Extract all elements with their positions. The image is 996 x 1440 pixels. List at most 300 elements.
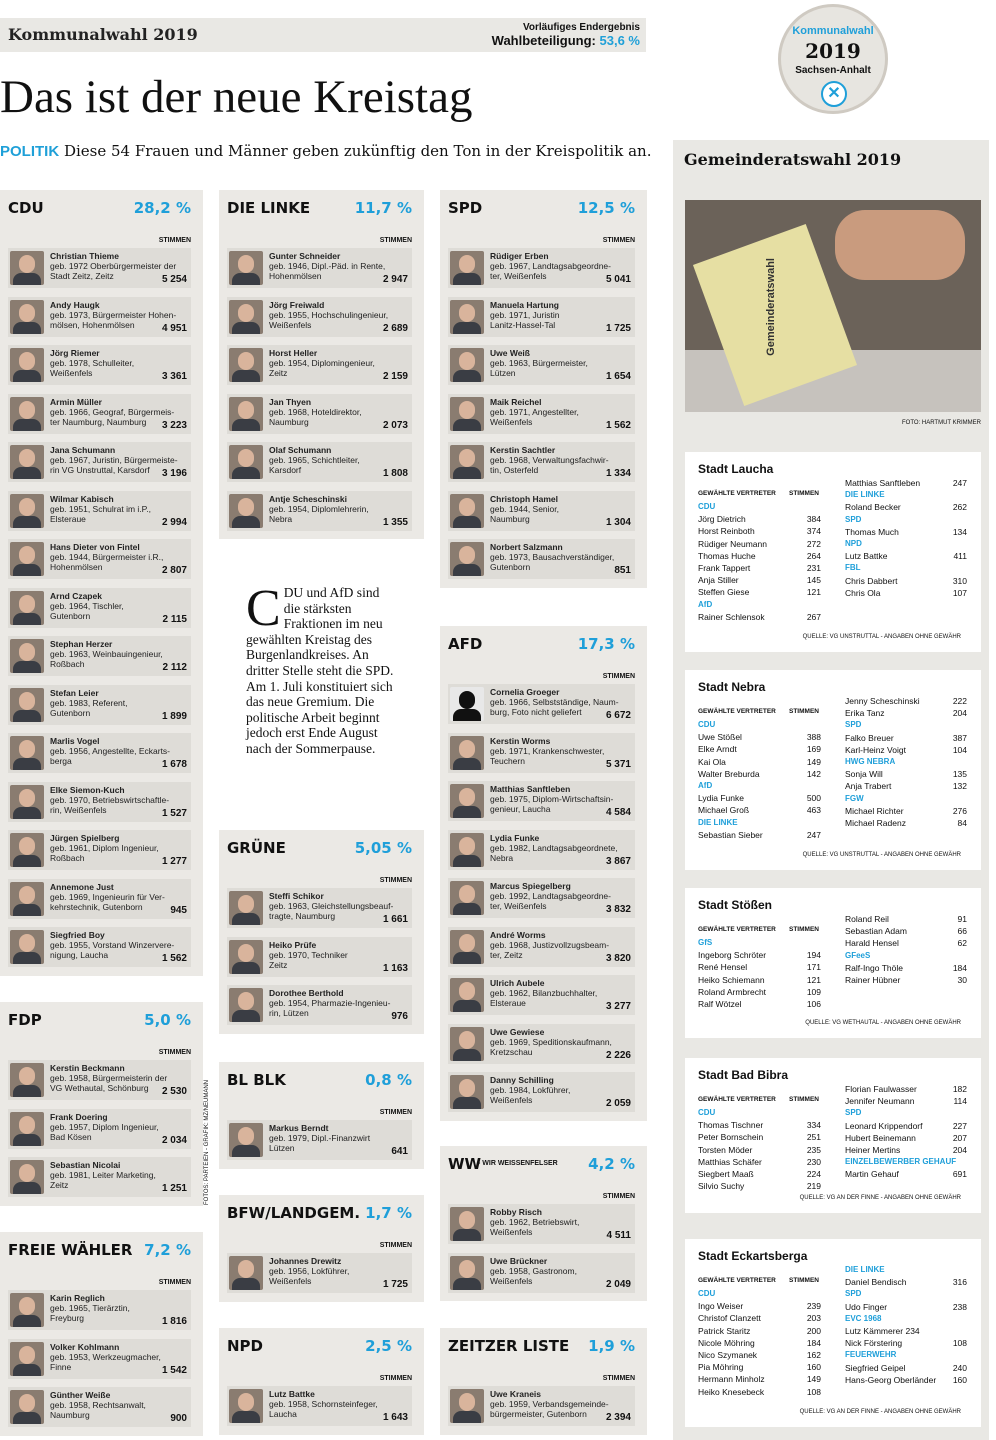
- candidate-row: [448, 539, 635, 579]
- candidate-detail2: ter Naumburg, Naumburg: [50, 416, 147, 427]
- candidate-detail2: berga: [50, 756, 72, 766]
- candidate-photo: [229, 1123, 263, 1157]
- candidate-votes: 2 059: [605, 1098, 631, 1109]
- candidate-row: [8, 588, 191, 628]
- candidate-name: Karin Reglich: [50, 1293, 105, 1303]
- stimmen-label: STIMMEN: [158, 1049, 191, 1056]
- candidate-detail2: VG Wethautal, Schönburg: [50, 1083, 149, 1093]
- candidate-votes: 2 034: [161, 1134, 187, 1146]
- candidate-detail2: Gutenborn: [50, 707, 91, 718]
- candidate-detail1: geb. 1963, Weinbauingenieur,: [50, 649, 163, 659]
- representative-name: Patrick Staritz: [698, 1325, 751, 1336]
- representative-votes: 194: [806, 950, 821, 961]
- candidate-photo: [450, 1389, 484, 1423]
- representative-votes: 316: [952, 1277, 967, 1288]
- representative-name: René Hensel: [698, 962, 748, 973]
- candidate-detail1: geb. 1954, Diplomlehrerin,: [269, 503, 369, 514]
- candidate-row: [227, 345, 412, 385]
- candidate-photo: [229, 348, 263, 382]
- town-source: QUELLE: VG AN DER FINNE - ANGABEN OHNE GEWÄHR: [799, 1409, 961, 1415]
- candidate-votes: 641: [391, 1146, 408, 1157]
- representative-votes: 500: [806, 793, 821, 804]
- col-header-votes: STIMMEN: [789, 1277, 819, 1284]
- candidate-photo: [450, 542, 484, 576]
- candidate-detail1: geb. 1967, Juristin, Bürgermeiste-: [50, 455, 178, 465]
- candidate-detail1: geb. 1981, Leiter Marketing,: [50, 1170, 156, 1180]
- representative-name: Udo Finger: [845, 1301, 888, 1312]
- candidate-votes: 2 073: [382, 419, 408, 431]
- representative-votes: 272: [806, 538, 821, 549]
- candidate-name: Christoph Hamel: [490, 493, 559, 504]
- candidate-photo: [450, 1027, 484, 1061]
- party-name: WW: [448, 1155, 482, 1173]
- candidate-votes: 4 511: [606, 1230, 631, 1241]
- candidate-detail1: geb. 1973, Bausachverständiger,: [490, 552, 615, 562]
- representative-votes: 207: [952, 1132, 967, 1143]
- candidate-photo: [450, 397, 484, 431]
- representative-votes: 145: [806, 575, 821, 586]
- col-header-names: GEWÄHLTE VERTRETER: [698, 1277, 776, 1284]
- representative-votes: 106: [806, 999, 821, 1009]
- candidate-photo: [450, 300, 484, 334]
- story-text: [246, 580, 396, 757]
- candidate-detail2: Weißenfels: [269, 319, 312, 330]
- party-box-11: [440, 1328, 647, 1435]
- candidate-votes: 900: [170, 1413, 187, 1424]
- list-label: EVC 1968: [845, 1313, 882, 1323]
- candidate-detail1: geb. 1984, Lokführer,: [490, 1085, 571, 1095]
- representative-votes: 247: [952, 478, 967, 488]
- candidate-name: Antje Scheschinski: [269, 493, 347, 504]
- candidate-votes: 1 163: [382, 962, 408, 974]
- candidate-votes: 1 562: [161, 953, 187, 964]
- list-label: GfS: [698, 938, 713, 947]
- party-box-6: [219, 1195, 424, 1302]
- candidate-name: Uwe Gewiese: [490, 1026, 545, 1037]
- representative-name: Steffen Giese: [698, 587, 750, 598]
- candidate-row: [448, 442, 635, 482]
- representative-name: Lutz Kämmerer 234: [845, 1326, 920, 1336]
- party-name: SPD: [448, 199, 483, 217]
- candidate-photo: [450, 445, 484, 479]
- photo-credit: FOTOS: PARTEIEN - GRAFIK: MZ/NEUMANN: [204, 1079, 210, 1205]
- representative-name: Martin Gehauf: [845, 1169, 899, 1180]
- list-label: CDU: [698, 502, 716, 511]
- candidate-detail1: geb. 1964, Tischler,: [50, 600, 124, 611]
- candidate-photo: [450, 736, 484, 770]
- party-box-0: [0, 190, 203, 976]
- candidate-votes: 1 251: [161, 1183, 187, 1194]
- candidate-photo: [229, 940, 263, 974]
- candidate-photo: [10, 1112, 44, 1146]
- representative-votes: 149: [806, 1374, 821, 1385]
- candidate-detail1: geb. 1968, Verwaltungsfachwir-: [490, 455, 609, 465]
- stimmen-label: STIMMEN: [602, 237, 635, 244]
- candidate-row: [227, 937, 412, 977]
- candidate-votes: 2 159: [382, 371, 408, 382]
- stimmen-label: STIMMEN: [158, 1279, 191, 1286]
- candidate-detail2: Zeitz: [50, 1180, 69, 1190]
- representative-votes: 204: [952, 1145, 967, 1155]
- candidate-name: Johannes Drewitz: [269, 1256, 342, 1266]
- candidate-detail2: Lützen: [269, 1143, 295, 1153]
- list-label: NPD: [845, 539, 862, 548]
- candidate-votes: 2 689: [382, 322, 408, 334]
- party-subname: - WIR WEISSENFELSER: [478, 1160, 558, 1167]
- col-header-votes: STIMMEN: [789, 708, 819, 715]
- representative-name: Pia Möhring: [698, 1362, 744, 1373]
- candidate-votes: 3 832: [605, 904, 631, 915]
- list-label: FBL: [845, 563, 861, 573]
- candidate-detail2: ter, Weißenfels: [490, 901, 547, 911]
- candidate-votes: 1 725: [605, 322, 631, 334]
- list-label: HWG NEBRA: [845, 757, 896, 766]
- representative-votes: 107: [952, 587, 967, 598]
- list-label: FEUERWEHR: [845, 1350, 897, 1360]
- representative-name: Ingo Weiser: [698, 1301, 744, 1312]
- candidate-votes: 5 254: [161, 274, 187, 285]
- candidate-name: Gunter Schneider: [269, 251, 341, 261]
- party-percent: 11,7 %: [354, 199, 412, 217]
- turnout-value: 53,6 %: [599, 33, 640, 48]
- candidate-votes: 2 394: [605, 1412, 631, 1423]
- candidate-votes: 1 542: [161, 1364, 187, 1376]
- candidate-row: [8, 442, 191, 482]
- candidate-photo: [450, 1207, 484, 1241]
- candidate-row: [227, 1253, 412, 1293]
- representative-votes: 334: [806, 1120, 821, 1131]
- candidate-row: [8, 879, 191, 919]
- party-box-10: [440, 1146, 647, 1301]
- candidate-detail2: rin, Lützen: [269, 1008, 309, 1018]
- candidate-row: [448, 491, 635, 531]
- page-title: Das ist der neue Kreistag: [0, 71, 473, 123]
- candidate-row: [227, 1120, 412, 1160]
- candidate-photo: [450, 687, 484, 721]
- gemeinderat-title: Gemeinderatswahl 2019: [684, 150, 902, 169]
- candidate-row: [448, 1072, 635, 1112]
- candidate-row: [8, 830, 191, 870]
- candidate-row: [8, 733, 191, 773]
- representative-name: Christof Clanzett: [698, 1313, 761, 1324]
- representative-votes: 200: [806, 1325, 821, 1336]
- representative-name: Peter Bornschein: [698, 1132, 764, 1143]
- representative-name: Matthias Sanftleben: [845, 478, 921, 488]
- representative-name: Nick Förstering: [845, 1338, 903, 1349]
- representative-votes: 222: [952, 696, 967, 706]
- result-label: Vorläufiges Endergebnis: [522, 22, 640, 33]
- candidate-detail2: tragte, Naumburg: [269, 911, 336, 921]
- candidate-votes: 4 584: [605, 807, 631, 818]
- hand-image: [835, 210, 965, 280]
- candidate-photo: [10, 736, 44, 770]
- representative-name: Torsten Möder: [698, 1144, 753, 1155]
- representative-name: Anja Trabert: [845, 781, 892, 792]
- candidate-row: [448, 927, 635, 967]
- candidate-detail1: geb. 1963, Gleichstellungsbeauf-: [269, 901, 394, 911]
- candidate-votes: 2 947: [382, 274, 408, 285]
- representative-votes: 262: [952, 502, 967, 513]
- subtitle: [0, 142, 651, 160]
- candidate-row: [227, 491, 412, 531]
- candidate-detail2: Roßbach: [50, 853, 85, 863]
- badge-line1: Kommunalwahl: [792, 25, 874, 37]
- candidate-row: [227, 442, 412, 482]
- list-label: DIE LINKE: [698, 817, 738, 827]
- candidate-name: Maik Reichel: [490, 396, 542, 407]
- candidate-detail1: geb. 1965, Schichtleiter,: [269, 455, 360, 465]
- list-label: CDU: [698, 720, 716, 729]
- badge-line2: 2019: [805, 39, 861, 63]
- representative-votes: 149: [806, 756, 821, 767]
- town-name: Stadt Laucha: [698, 462, 774, 476]
- representative-name: Siegfried Geipel: [845, 1362, 906, 1373]
- candidate-votes: 6 672: [605, 710, 631, 721]
- candidate-detail2: Bad Kösen: [50, 1131, 92, 1142]
- candidate-votes: 4 951: [161, 322, 187, 334]
- candidate-detail2: Lanitz-Hassel-Tal: [490, 319, 556, 330]
- candidate-name: Rüdiger Erben: [490, 251, 549, 261]
- candidate-detail2: rin, Weißenfels: [50, 804, 107, 815]
- candidate-photo: [10, 494, 44, 528]
- stimmen-label: STIMMEN: [379, 237, 412, 244]
- representative-name: Kai Ola: [698, 756, 726, 767]
- candidate-detail2: Nebra: [490, 852, 514, 863]
- list-label: FGW: [845, 793, 864, 803]
- candidate-votes: 1 643: [382, 1412, 408, 1423]
- candidate-detail1: geb. 1956, Angestellte, Eckarts-: [50, 746, 171, 756]
- representative-name: Sonja Will: [845, 769, 883, 780]
- candidate-votes: 976: [391, 1011, 408, 1022]
- party-box-3: [219, 190, 424, 539]
- representative-votes: 411: [953, 551, 967, 562]
- stimmen-label: STIMMEN: [379, 1109, 412, 1116]
- col-header-names: GEWÄHLTE VERTRETER: [698, 1096, 776, 1103]
- party-percent: 2,5 %: [365, 1337, 412, 1355]
- representative-name: Silvio Suchy: [698, 1181, 745, 1192]
- representative-votes: 691: [952, 1169, 967, 1180]
- candidate-detail1: geb. 1958, Gastronom,: [490, 1265, 577, 1276]
- candidate-row: [227, 888, 412, 928]
- candidate-detail1: geb. 1962, Bilanzbuchhalter,: [490, 988, 598, 998]
- party-box-4: [219, 830, 424, 1034]
- candidate-photo: [450, 978, 484, 1012]
- candidate-name: Frank Doering: [50, 1111, 108, 1122]
- candidate-photo: [10, 445, 44, 479]
- candidate-detail2: Weißenfels: [490, 1095, 533, 1105]
- party-name: ZEITZER LISTE: [448, 1337, 570, 1355]
- candidate-detail1: geb. 1970, Betriebswirtschaftle-: [50, 794, 170, 805]
- representative-name: Erika Tanz: [845, 708, 885, 719]
- candidate-row: [8, 782, 191, 822]
- candidate-detail2: Finne: [50, 1361, 72, 1372]
- town-name: Stadt Bad Bibra: [698, 1068, 789, 1082]
- party-percent: 0,8 %: [365, 1071, 412, 1089]
- candidate-detail2: Naumburg: [490, 513, 530, 524]
- representative-votes: 184: [806, 1337, 821, 1348]
- party-percent: 5,05 %: [354, 839, 412, 857]
- candidate-photo: [10, 639, 44, 673]
- candidate-name: Horst Heller: [269, 348, 318, 358]
- representative-name: Michael Richter: [845, 805, 904, 816]
- representative-name: Elke Arndt: [698, 744, 737, 755]
- candidate-detail2: Karsdorf: [269, 465, 302, 475]
- election-badge-logo: [778, 4, 888, 114]
- candidate-row: [448, 878, 635, 918]
- gemeinderat-panel: [673, 140, 989, 1440]
- candidate-detail1: geb. 1953, Werkzeugmacher,: [50, 1351, 161, 1362]
- candidate-votes: 5 371: [605, 758, 631, 770]
- gemeinderat-photo-credit: FOTO: HARTMUT KRIMMER: [901, 420, 981, 426]
- party-percent: 12,5 %: [577, 199, 635, 217]
- representative-name: Daniel Bendisch: [845, 1277, 907, 1288]
- turnout-label: Wahlbeteiligung:: [491, 33, 596, 48]
- representative-votes: 84: [957, 818, 967, 828]
- town-source: QUELLE: VG WETHAUTAL - ANGABEN OHNE GEWÄHR: [805, 1020, 961, 1026]
- candidate-name: Jürgen Spielberg: [50, 833, 120, 843]
- candidate-detail2: Freyburg: [50, 1313, 85, 1323]
- candidate-detail1: geb. 1971, Krankenschwester,: [490, 745, 605, 756]
- representative-name: Lydia Funke: [698, 793, 744, 804]
- candidate-detail1: geb. 1963, Bürgermeister,: [490, 358, 588, 368]
- representative-name: Thomas Tischner: [698, 1120, 764, 1131]
- candidate-name: Marcus Spiegelberg: [490, 881, 571, 891]
- representative-votes: 238: [952, 1301, 967, 1312]
- candidate-photo: [10, 591, 44, 625]
- candidate-name: Wilmar Kabisch: [50, 493, 114, 504]
- representative-votes: 204: [952, 708, 967, 719]
- candidate-votes: 3 820: [605, 952, 631, 964]
- candidate-name: Jan Thyen: [269, 396, 312, 407]
- party-box-2: [0, 1232, 203, 1436]
- section-header-bar: [0, 18, 646, 52]
- list-label: SPD: [845, 514, 862, 524]
- candidate-name: Elke Siemon-Kuch: [50, 784, 125, 795]
- candidate-name: Kerstin Sachtler: [490, 445, 556, 455]
- candidate-detail2: Kretzschau: [490, 1046, 533, 1057]
- candidate-votes: 2 530: [161, 1086, 187, 1097]
- candidate-row: [448, 684, 635, 724]
- representative-name: Ralf Wötzel: [698, 999, 742, 1009]
- candidate-name: Kerstin Worms: [490, 735, 551, 746]
- candidate-name: Christian Thieme: [50, 251, 119, 261]
- representative-name: Leonard Krippendorf: [845, 1120, 923, 1131]
- candidate-detail1: geb. 1975, Diplom-Wirtschaftsin-: [490, 794, 614, 804]
- candidate-detail1: geb. 1955, Hochschulingenieur,: [269, 309, 389, 320]
- candidate-votes: 2 226: [605, 1049, 631, 1061]
- candidate-photo: [450, 881, 484, 915]
- candidate-detail2: Weißenfels: [490, 1275, 533, 1286]
- representative-name: Rainer Hübner: [845, 975, 901, 985]
- party-box-8: [440, 190, 647, 588]
- candidate-photo: [229, 1389, 263, 1423]
- town-box-4: [685, 1239, 981, 1427]
- list-label: SPD: [845, 1108, 862, 1118]
- subtitle-text: Diese 54 Frauen und Männer geben zukünftig den Ton in der Kreispolitik an.: [63, 142, 652, 160]
- candidate-detail1: geb. 1982, Landtagsabgeordnete,: [490, 842, 618, 853]
- candidate-detail1: geb. 1979, Dipl.-Finanzwirt: [269, 1133, 371, 1143]
- representative-name: Rainer Schlensok: [698, 611, 765, 622]
- candidate-name: Armin Müller: [50, 396, 102, 407]
- candidate-detail1: geb. 1961, Diplom Ingenieur,: [50, 843, 159, 853]
- section-title: Kommunalwahl 2019: [8, 25, 198, 44]
- col-header-names: GEWÄHLTE VERTRETER: [698, 490, 776, 497]
- candidate-detail1: geb. 1954, Diplomingenieur,: [269, 358, 375, 368]
- candidate-detail2: Roßbach: [50, 659, 85, 669]
- candidate-detail2: Weißenfels: [490, 1227, 533, 1237]
- candidate-detail1: geb. 1967, Landtagsabgeordne-: [490, 261, 611, 271]
- candidate-detail1: geb. 1951, Schulrat im i.P.,: [50, 503, 151, 514]
- town-name: Stadt Eckartsberga: [698, 1249, 808, 1263]
- representative-name: Anja Stiller: [698, 575, 739, 586]
- candidate-detail1: geb. 1958, Rechtsanwalt,: [50, 1400, 146, 1410]
- candidate-votes: 945: [170, 904, 187, 916]
- candidate-votes: 2 115: [162, 613, 187, 625]
- col-header-votes: STIMMEN: [789, 490, 819, 497]
- candidate-detail2: Naumburg: [50, 1410, 90, 1420]
- candidate-detail1: geb. 1968, Hoteldirektor,: [269, 406, 362, 417]
- representative-votes: 310: [952, 575, 967, 586]
- candidate-votes: 1 527: [161, 807, 187, 819]
- stimmen-label: STIMMEN: [602, 1375, 635, 1382]
- candidate-row: [448, 345, 635, 385]
- candidate-photo: [10, 688, 44, 722]
- candidate-row: [227, 248, 412, 288]
- candidate-row: [448, 1024, 635, 1064]
- representative-name: Siegbert Maaß: [698, 1169, 754, 1179]
- candidate-name: Markus Berndt: [269, 1123, 329, 1133]
- representative-name: Florian Faulwasser: [845, 1084, 917, 1094]
- representative-votes: 240: [952, 1362, 967, 1373]
- candidate-name: Uwe Kraneis: [490, 1389, 542, 1399]
- candidate-name: Steffi Schikor: [269, 891, 324, 901]
- ballot-photo: [685, 200, 981, 412]
- representative-name: Jenny Scheschinski: [845, 696, 920, 706]
- candidate-row: [448, 297, 635, 337]
- candidate-row: [448, 733, 635, 773]
- candidate-detail1: geb. 1971, Angestellter,: [490, 406, 579, 417]
- candidate-photo: [450, 1256, 484, 1290]
- stimmen-label: STIMMEN: [379, 1242, 412, 1249]
- representative-votes: 247: [806, 829, 821, 840]
- candidate-detail1: geb. 1957, Diplom Ingenieur,: [50, 1121, 159, 1132]
- candidate-votes: 3 223: [161, 419, 187, 431]
- representative-name: Jörg Dietrich: [698, 514, 746, 525]
- representative-votes: 160: [806, 1362, 821, 1373]
- candidate-detail2: Gutenborn: [490, 562, 531, 572]
- candidate-votes: 2 112: [162, 662, 187, 673]
- representative-votes: 384: [806, 514, 821, 525]
- candidate-detail2: rin VG Unstruttal, Karsdorf: [50, 465, 150, 475]
- candidate-photo: [10, 785, 44, 819]
- representative-name: Sebastian Sieber: [698, 829, 763, 840]
- representative-name: Heiko Schiemann: [698, 974, 765, 985]
- candidate-row: [227, 1386, 412, 1426]
- candidate-photo: [450, 784, 484, 818]
- town-box-3: [685, 1058, 981, 1213]
- candidate-name: Hans Dieter von Fintel: [50, 542, 140, 552]
- party-name: DIE LINKE: [227, 199, 311, 217]
- candidate-detail1: geb. 1969, Speditionskaufmann,: [490, 1036, 612, 1047]
- candidate-photo: [450, 251, 484, 285]
- candidate-row: [448, 830, 635, 870]
- representative-votes: 276: [952, 805, 967, 816]
- representative-name: Michael Groß: [698, 805, 750, 816]
- candidate-votes: 1 816: [161, 1316, 187, 1327]
- candidate-name: Kerstin Beckmann: [50, 1063, 125, 1073]
- party-percent: 28,2 %: [133, 199, 191, 217]
- representative-name: Frank Tappert: [698, 563, 751, 573]
